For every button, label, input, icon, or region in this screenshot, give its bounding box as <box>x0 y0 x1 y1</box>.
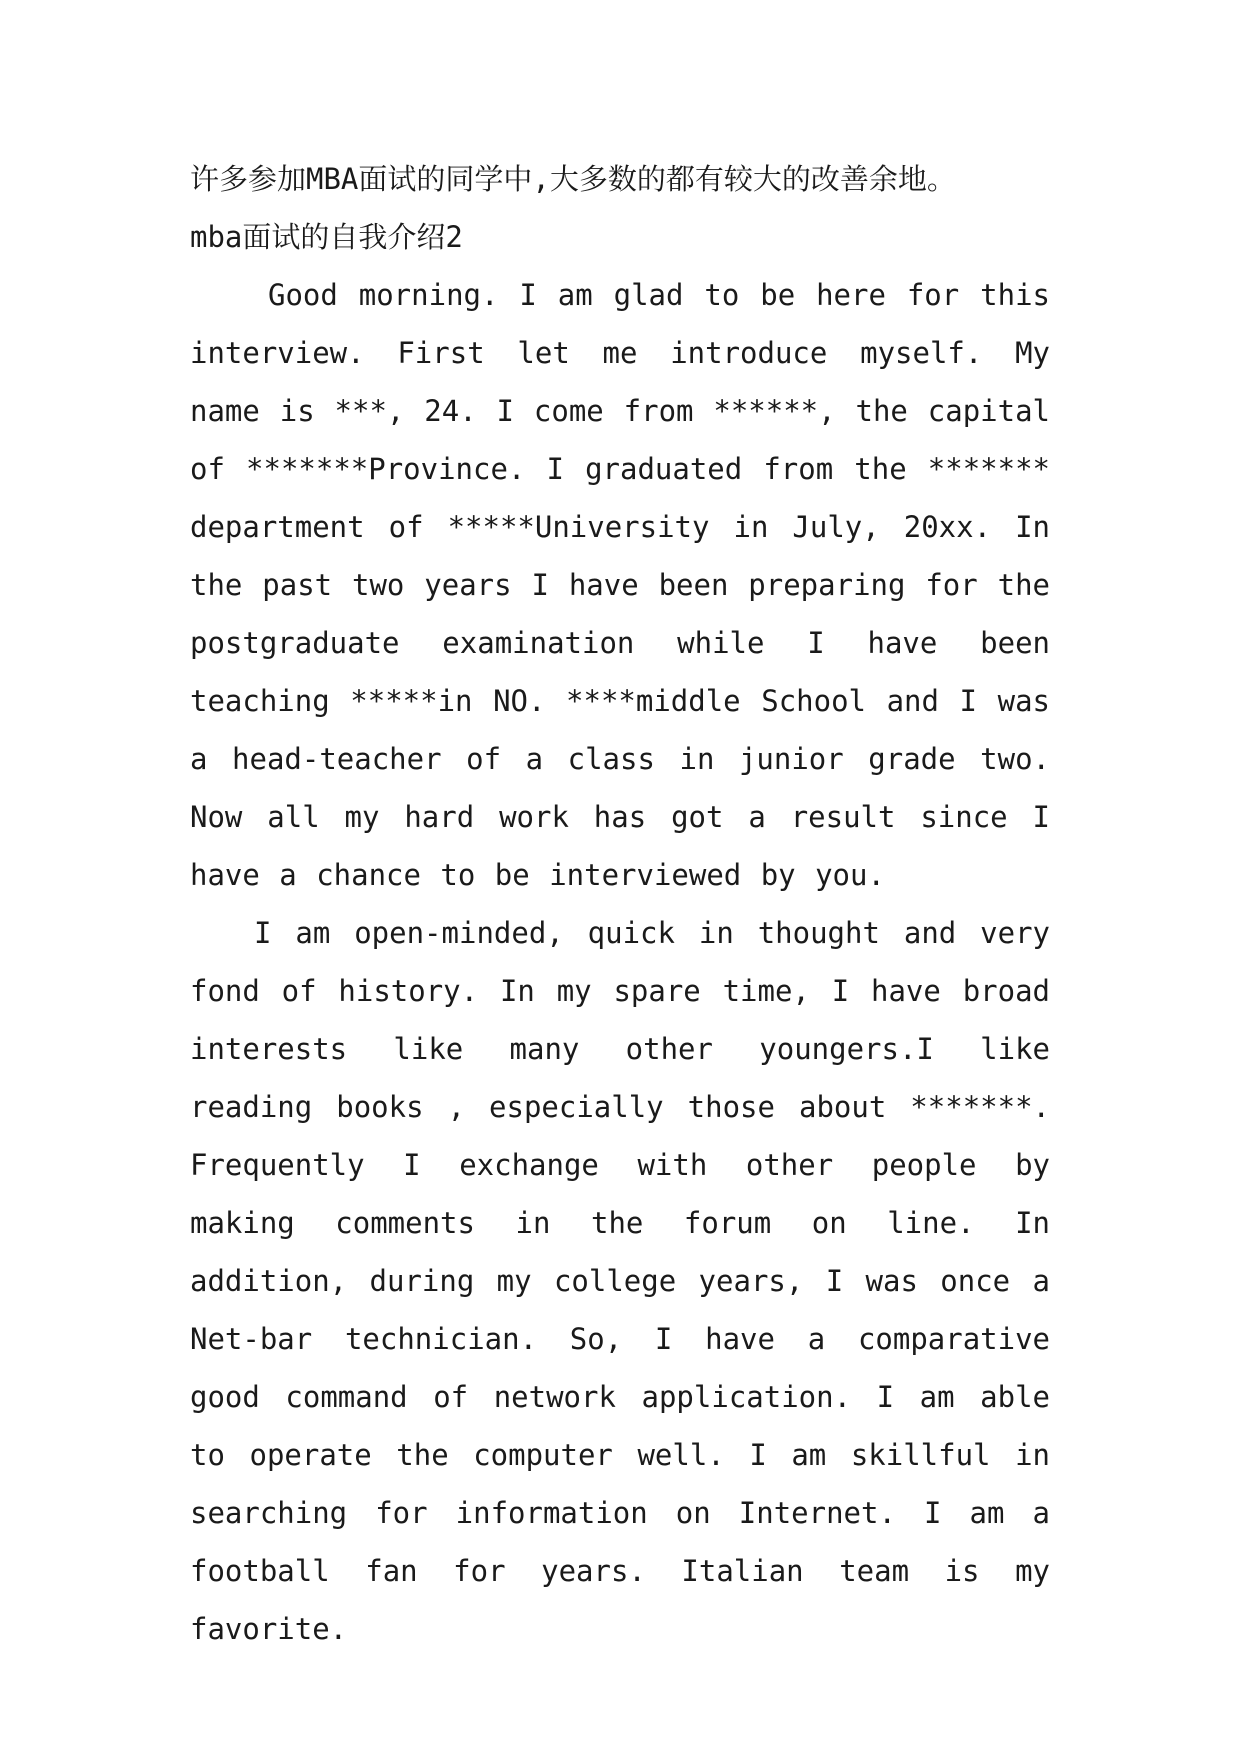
section-heading: mba面试的自我介绍2 <box>190 220 463 254</box>
document-body <box>190 150 1050 1658</box>
paragraph-1: Good morning. I am glad to be here for this interview. First let me introduce myself. My name is ***, 24. I come from ******, the capital of *******Province. I graduated from the ******* department of *****University in July, 20xx. In the past two years I have been preparing for the postgraduate examination while I have been teaching *****in NO. ****middle School and I was a head-teacher of a class in junior grade two. Now all my hard work has got a result since I have a chance to be interviewed by you. <box>190 278 1050 892</box>
intro-line: 许多参加MBA面试的同学中,大多数的都有较大的改善余地。 <box>190 162 956 196</box>
paragraph-2: I am open-minded, quick in thought and very fond of history. In my spare time, I have broad interests like many other youngers.I like reading books , especially those about *******. Frequently I exchange with other people by making comments in the forum on line. In addition, during my college years, I was once a Net-bar technician. So, I have a comparative good command of network application. I am able to operate the computer well. I am skillful in searching for information on Internet. I am a football fan for years. Italian team is my favorite. <box>190 916 1050 1646</box>
